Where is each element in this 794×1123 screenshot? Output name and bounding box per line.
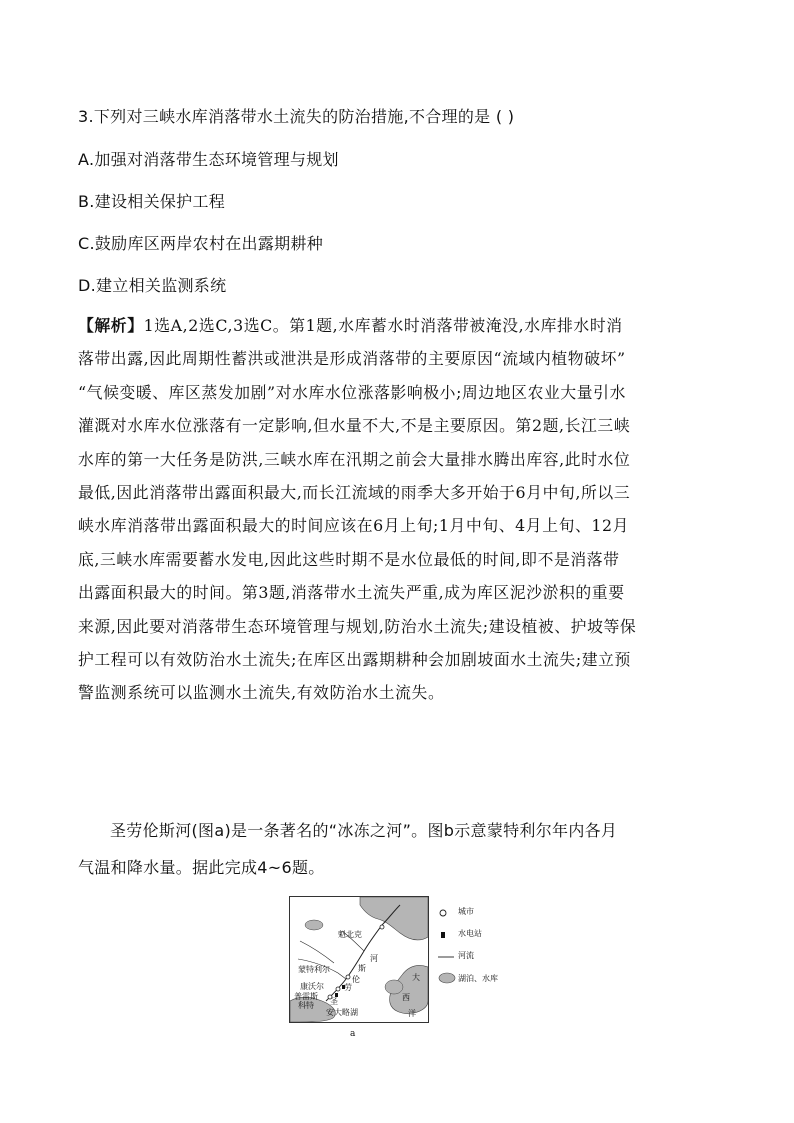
label-river-si: 斯 [358, 964, 366, 973]
label-da: 大 [412, 973, 420, 982]
option-b: B.建设相关保护工程 [78, 192, 226, 211]
label-kete: 科特 [298, 1001, 314, 1010]
intro-line: 圣劳伦斯河(图a)是一条著名的“冰冻之河”。图b示意蒙特利尔年内各月 [110, 821, 618, 840]
label-river-he: 河 [370, 954, 378, 963]
analysis-line: 来源,因此要对消落带生态环境管理与规划,防治水土流失;建设植被、护坡等保 [78, 616, 637, 636]
label-lun: 伦 [352, 975, 360, 984]
label-ontario: 安大略湖 [326, 1008, 358, 1017]
intro-paragraph [78, 812, 728, 886]
analysis-line: 出露面积最大的时间。第3题,消落带水土流失严重,成为库区泥沙淤积的重要 [78, 583, 625, 603]
analysis-line: 【解析】1选A,2选C,3选C。第1题,水库蓄水时消落带被淹没,水库排水时消 [78, 316, 623, 335]
analysis-line: 最低,因此消落带出露面积最大,而长江流域的雨季大多开始于6月中旬,所以三 [78, 483, 631, 503]
figure-caption: a [350, 1029, 356, 1039]
hydro-station-icon [438, 930, 450, 940]
lake-symbol-icon [438, 972, 458, 984]
river-line-icon [438, 952, 456, 962]
analysis-line: 护工程可以有效防治水土流失;在库区出露期耕种会加剧坡面水土流失;建立预 [78, 650, 631, 670]
analysis-line: 峡水库消落带出露面积最大的时间应该在6月上旬;1月中旬、4月上旬、12月 [78, 516, 630, 536]
label-kingston: 康沃尔 [300, 982, 324, 991]
label-pulei: 普雷斯 [294, 992, 318, 1001]
analysis-line: 灌溉对水库水位涨落有一定影响,但水量不大,不是主要原因。第2题,长江三峡 [78, 416, 631, 436]
analysis-line: 水库的第一大任务是防洪,三峡水库在汛期之前会大量排水腾出库容,此时水位 [78, 449, 631, 469]
analysis-tag: 【解析】 [78, 316, 144, 335]
question-3-stem: 3.下列对三峡水库消落带水土流失的防治措施,不合理的是 ( ) [78, 107, 515, 126]
label-laolao: 劳 [344, 983, 352, 992]
label-xi: 西 [402, 993, 410, 1002]
city-symbol-icon [438, 908, 450, 918]
analysis-line: 落带出露,因此周期性蓄洪或泄洪是形成消落带的主要原因“流域内植物破坏” [78, 349, 626, 369]
label-sheng: 圣 [330, 997, 338, 1006]
label-yang: 洋 [408, 1009, 416, 1018]
map-legend: 城市 水电站 河流 湖泊、水库 [438, 900, 548, 1000]
label-montreal: 蒙特利尔 [298, 965, 330, 974]
option-c: C.鼓励库区两岸农村在出露期耕种 [78, 234, 324, 253]
option-a: A.加强对消落带生态环境管理与规划 [78, 150, 339, 169]
st-lawrence-map [289, 896, 429, 1023]
analysis-line: 警监测系统可以监测水土流失,有效防治水土流失。 [78, 683, 445, 703]
analysis-line: “气候变暖、库区蒸发加剧”对水库水位涨落影响极小;周边地区农业大量引水 [78, 382, 626, 402]
analysis-line: 底,三峡水库需要蓄水发电,因此这些时期不是水位最低的时间,即不是消落带 [78, 549, 620, 569]
analysis-block [78, 309, 726, 710]
option-d: D.建立相关监测系统 [78, 276, 227, 295]
intro-line: 气温和降水量。据此完成4~6题。 [78, 858, 325, 877]
label-quebec: 魁北克 [338, 930, 362, 939]
